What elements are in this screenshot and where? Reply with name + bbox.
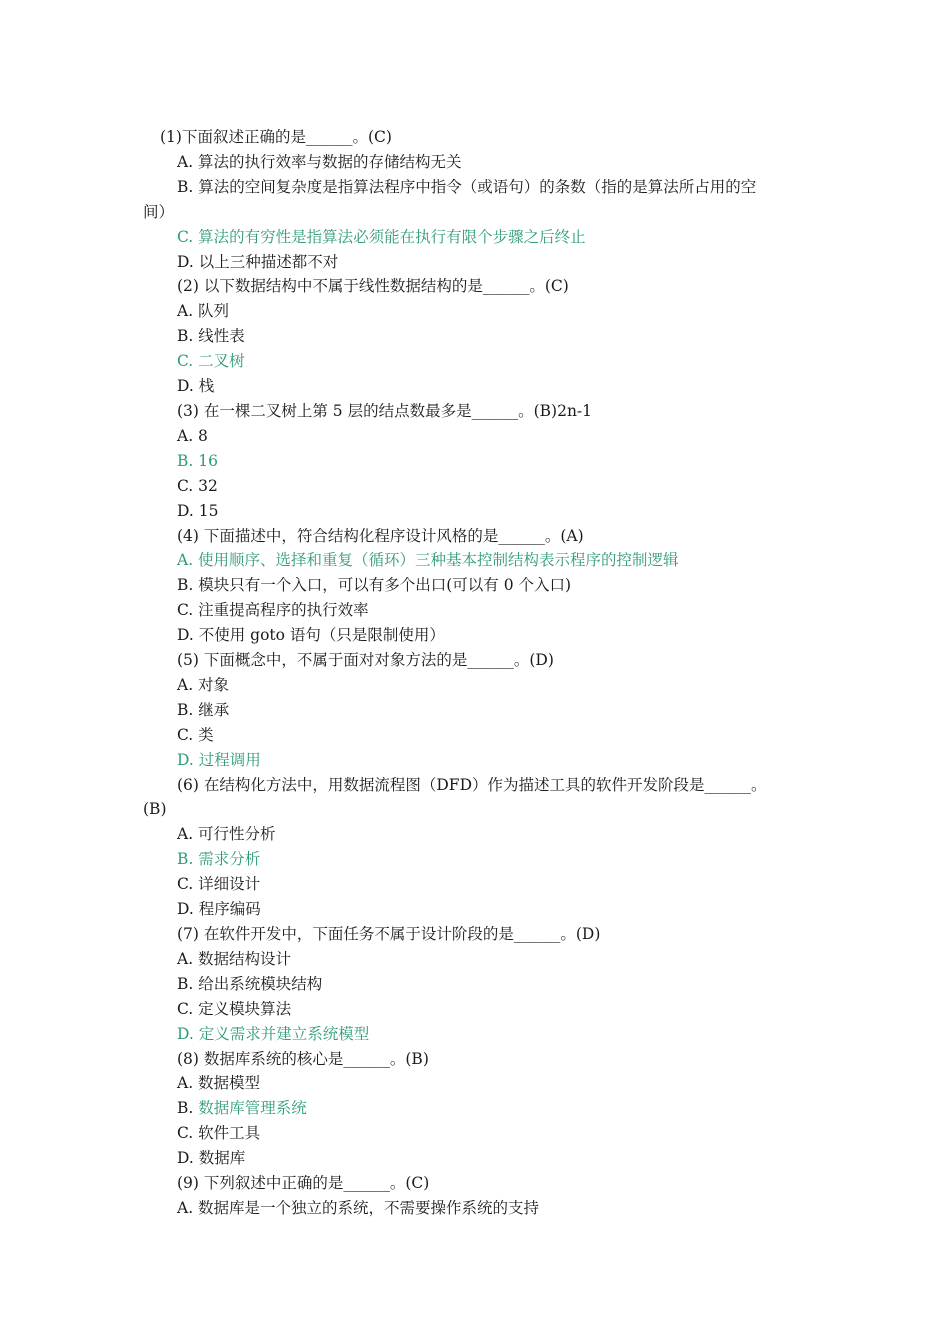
option-line — [143, 723, 813, 748]
option-line — [143, 1146, 813, 1171]
question-line — [143, 1047, 813, 1072]
line-text: (2) 以下数据结构中不属于线性数据结构的是______。(C) — [177, 277, 569, 296]
line-text: C. 32 — [177, 476, 218, 495]
line-text: A. 8 — [177, 426, 208, 445]
question-line — [143, 1171, 813, 1196]
option-line — [143, 548, 813, 573]
line-text: A. 使用顺序、选择和重复（循环）三种基本控制结构表示程序的控制逻辑 — [177, 551, 679, 570]
option-line — [143, 1022, 813, 1047]
line-text: B. 模块只有一个入口，可以有多个出口(可以有 0 个入口) — [177, 576, 572, 595]
question-line — [143, 274, 813, 299]
line-text: A. 数据库是一个独立的系统，不需要操作系统的支持 — [177, 1198, 540, 1217]
line-text: B. — [177, 1099, 199, 1118]
line-text: (8) 数据库系统的核心是______。(B) — [177, 1049, 429, 1068]
continuation-line — [143, 200, 813, 225]
line-text: D. 数据库 — [177, 1149, 246, 1168]
line-text: (B) — [143, 800, 167, 819]
line-text: C. 类 — [177, 725, 214, 744]
line-text: (5) 下面概念中，不属于面对对象方法的是______。(D) — [177, 651, 554, 670]
option-line — [143, 499, 813, 524]
option-line — [143, 424, 813, 449]
line-text: 间） — [143, 202, 175, 221]
line-text: D. 栈 — [177, 377, 215, 396]
option-line — [143, 972, 813, 997]
option-line — [143, 822, 813, 847]
question-line — [143, 524, 813, 549]
line-text: D. 不使用 goto 语句（只是限制使用） — [177, 626, 445, 645]
option-line — [143, 299, 813, 324]
option-line — [143, 324, 813, 349]
option-line — [143, 947, 813, 972]
option-line — [143, 250, 813, 275]
option-line — [143, 598, 813, 623]
option-line — [143, 1096, 813, 1121]
line-text: A. 数据结构设计 — [177, 949, 292, 968]
option-line — [143, 175, 813, 200]
line-text: (6) 在结构化方法中，用数据流程图（DFD）作为描述工具的软件开发阶段是______。 — [177, 775, 767, 794]
line-text: D. 定义需求并建立系统模型 — [177, 1024, 370, 1043]
option-line — [143, 1071, 813, 1096]
line-text: C. 注重提高程序的执行效率 — [177, 601, 369, 620]
line-text: B. 给出系统模块结构 — [177, 974, 323, 993]
option-line — [143, 673, 813, 698]
line-text: C. 定义模块算法 — [177, 999, 292, 1018]
option-line — [143, 847, 813, 872]
option-line — [143, 374, 813, 399]
option-line — [143, 872, 813, 897]
line-text: (3) 在一棵二叉树上第 5 层的结点数最多是______。(B)2n-1 — [177, 401, 593, 420]
option-line — [143, 698, 813, 723]
line-text: A. 算法的执行效率与数据的存储结构无关 — [177, 152, 462, 171]
line-text: C. 算法的有穷性是指算法必须能在执行有限个步骤之后终止 — [177, 227, 586, 246]
correct-answer-text: 数据库管理系统 — [198, 1099, 307, 1118]
question-line — [143, 125, 813, 150]
line-text: A. 队列 — [177, 302, 230, 321]
option-line — [143, 474, 813, 499]
option-line — [143, 349, 813, 374]
option-line — [143, 1196, 813, 1221]
option-line — [143, 623, 813, 648]
line-text: (4) 下面描述中，符合结构化程序设计风格的是______。(A) — [177, 526, 584, 545]
line-text: C. 软件工具 — [177, 1124, 261, 1143]
question-line — [143, 399, 813, 424]
line-text: B. 需求分析 — [177, 850, 261, 869]
line-text: D. 程序编码 — [177, 900, 261, 919]
option-line — [143, 573, 813, 598]
line-text: C. 详细设计 — [177, 875, 261, 894]
line-text: A. 数据模型 — [177, 1074, 261, 1093]
option-line — [143, 897, 813, 922]
line-text: D. 15 — [177, 501, 219, 520]
line-text: D. 以上三种描述都不对 — [177, 252, 339, 271]
line-text: B. 算法的空间复杂度是指算法程序中指令（或语句）的条数（指的是算法所占用的空 — [177, 177, 757, 196]
line-text: (7) 在软件开发中，下面任务不属于设计阶段的是______。(D) — [177, 925, 601, 943]
line-text: D. 过程调用 — [177, 750, 261, 769]
line-text: B. 继承 — [177, 700, 230, 719]
option-line — [143, 225, 813, 250]
question-line — [143, 648, 813, 673]
line-text: (9) 下列叙述中正确的是______。(C) — [177, 1174, 430, 1193]
option-line — [143, 150, 813, 175]
question-line — [143, 773, 813, 798]
line-text: B. 线性表 — [177, 327, 245, 346]
document-body — [143, 125, 813, 1221]
option-line — [143, 1121, 813, 1146]
line-text: A. 可行性分析 — [177, 825, 276, 844]
option-line — [143, 997, 813, 1022]
option-line — [143, 449, 813, 474]
line-text: B. 16 — [177, 451, 218, 470]
option-line — [143, 748, 813, 773]
question-line — [143, 922, 813, 947]
line-text: (1)下面叙述正确的是______。(C) — [160, 128, 392, 146]
line-text: C. 二叉树 — [177, 352, 245, 371]
line-text: A. 对象 — [177, 675, 230, 694]
continuation-line — [143, 797, 813, 822]
